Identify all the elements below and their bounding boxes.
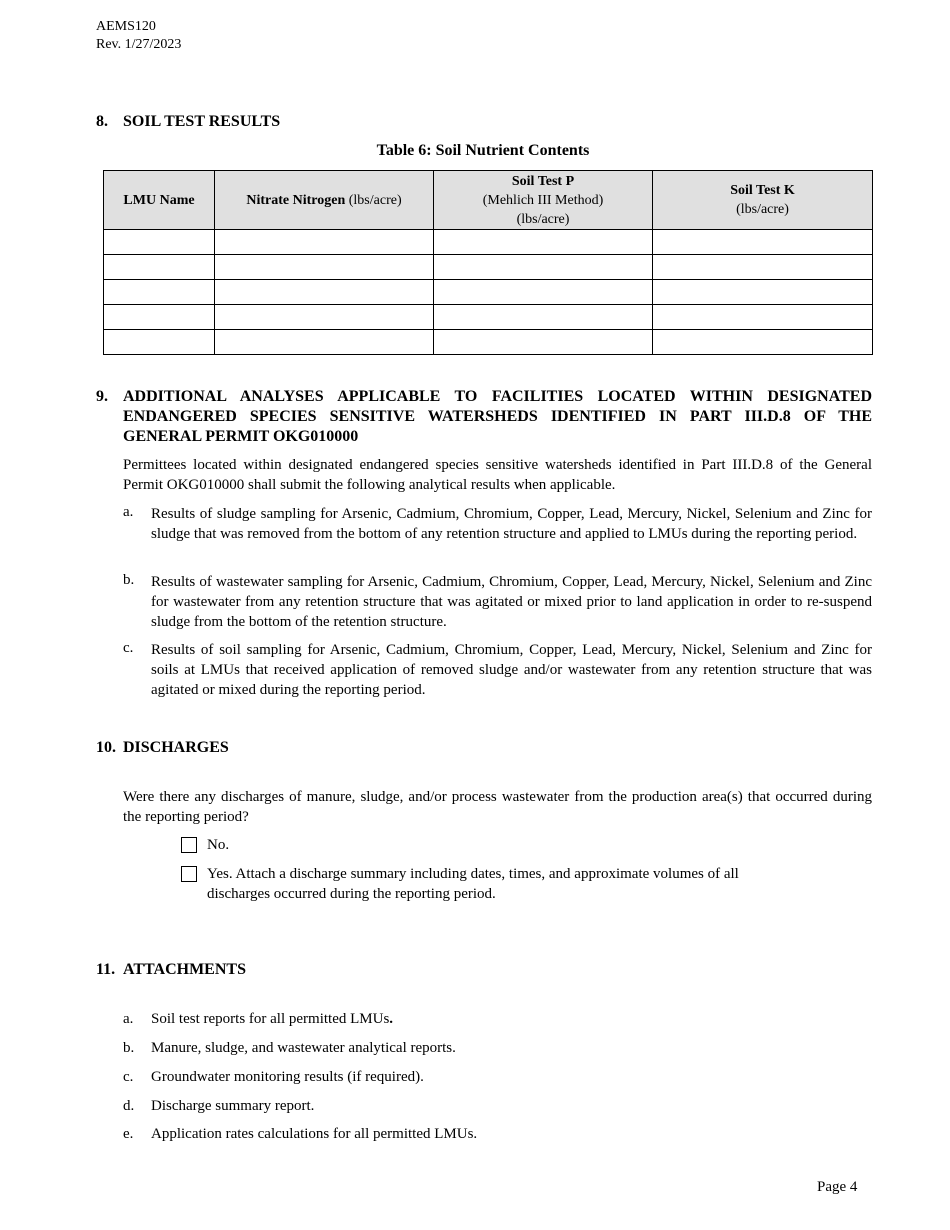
soil-test-k-cell[interactable] [653,305,873,330]
section-8-title: SOIL TEST RESULTS [123,113,281,130]
soil-test-k-cell[interactable] [653,280,873,305]
section-9-number: 9. [96,388,108,405]
nitrate-nitrogen-cell[interactable] [215,255,434,280]
column-header-nitrate-nitrogen: Nitrate Nitrogen (lbs/acre) [215,171,434,230]
list-item [123,504,872,544]
no-option-label: No. [207,837,230,853]
column-header-soil-test-k: Soil Test K (lbs/acre) [653,171,873,230]
list-item-text: Results of soil sampling for Arsenic, Cadmium, Chromium, Copper, Lead, Mercury, Nickel, Selenium and Zinc for soils at LMUs that received application of removed sludge and/or wastewater from any retention structure that was agitated or mixed during the reporting period. [151,642,872,698]
section-11-title: ATTACHMENTS [123,961,246,978]
list-item-label: b. [123,572,135,588]
list-item-label: e. [123,1126,134,1142]
soil-test-p-cell[interactable] [434,230,653,255]
page-number: Page 4 [817,1179,858,1195]
table-header-row [104,171,873,230]
soil-test-p-cell[interactable] [434,330,653,355]
section-9-title: ADDITIONAL ANALYSES APPLICABLE TO FACILITIES LOCATED WITHIN DESIGNATED ENDANGERED SPECIES SENSITIVE WATERSHEDS IDENTIFIED IN PART III.D.8 OF THE GENERAL PERMIT OKG010000 [123,388,872,445]
list-item [123,640,872,700]
section-9-intro: Permittees located within designated endangered species sensitive watersheds identified in Part III.D.8 of the General Permit OKG010000 shall submit the following analytical results when applicable. [123,457,872,493]
soil-test-p-cell[interactable] [434,305,653,330]
table-row [104,305,873,330]
list-item-text: Results of wastewater sampling for Arsenic, Cadmium, Chromium, Copper, Lead, Mercury, Nickel, Selenium and Zinc for wastewater from any retention structure that was agitated or mixed prior to land application in order to re-suspend sludge from the bottom of the retention structure. [151,574,872,630]
section-10-title: DISCHARGES [123,739,229,756]
nitrate-nitrogen-cell[interactable] [215,230,434,255]
list-item-label: a. [123,1011,134,1027]
section-11-number: 11. [96,961,116,978]
list-item-label: b. [123,1040,135,1056]
revision-date: Rev. 1/27/2023 [96,37,182,52]
list-item-text: Discharge summary report. [151,1098,315,1114]
column-header-lmu-name: LMU Name [104,171,215,230]
no-checkbox[interactable] [181,837,197,853]
section-10-number: 10. [96,739,116,756]
table-row [104,230,873,255]
section-8-number: 8. [96,113,108,130]
list-item-label: d. [123,1098,135,1114]
lmu-name-cell[interactable] [104,280,215,305]
soil-test-p-cell[interactable] [434,255,653,280]
table-caption: Table 6: Soil Nutrient Contents [376,142,590,159]
soil-nutrient-table [103,170,873,355]
discharge-question: Were there any discharges of manure, sludge, and/or process wastewater from the production area(s) that occurred during the reporting period? [123,789,872,825]
lmu-name-cell[interactable] [104,255,215,280]
nitrate-nitrogen-cell[interactable] [215,330,434,355]
soil-test-k-cell[interactable] [653,230,873,255]
yes-option-label: Yes. Attach a discharge summary including dates, times, and approximate volumes of all [207,866,739,882]
soil-test-p-cell[interactable] [434,280,653,305]
list-item-label: c. [123,1069,134,1085]
table-row [104,330,873,355]
lmu-name-cell[interactable] [104,330,215,355]
list-item-text: Groundwater monitoring results (if required). [151,1069,424,1085]
list-item [123,572,872,632]
list-item-label: c. [123,640,134,656]
soil-test-k-cell[interactable] [653,255,873,280]
lmu-name-cell[interactable] [104,230,215,255]
list-item-text: Results of sludge sampling for Arsenic, Cadmium, Chromium, Copper, Lead, Mercury, Nickel, Selenium and Zinc for sludge that was removed from the bottom of any retention structure and applied to LMUs during the reporting period. [151,506,872,542]
nitrate-nitrogen-cell[interactable] [215,280,434,305]
lmu-name-cell[interactable] [104,305,215,330]
table-row [104,280,873,305]
form-id: AEMS120 [96,19,156,34]
list-item-text: Application rates calculations for all permitted LMUs. [151,1126,478,1142]
column-header-soil-test-p: Soil Test P (Mehlich III Method) (lbs/acre) [434,171,653,230]
nitrate-nitrogen-cell[interactable] [215,305,434,330]
table-row [104,255,873,280]
yes-checkbox[interactable] [181,866,197,882]
list-item-text: Soil test reports for all permitted LMUs. [151,1011,394,1027]
soil-test-k-cell[interactable] [653,330,873,355]
list-item-label: a. [123,504,134,520]
list-item-text: Manure, sludge, and wastewater analytical reports. [151,1040,456,1056]
yes-option-label-continued: discharges occurred during the reporting period. [207,886,496,902]
